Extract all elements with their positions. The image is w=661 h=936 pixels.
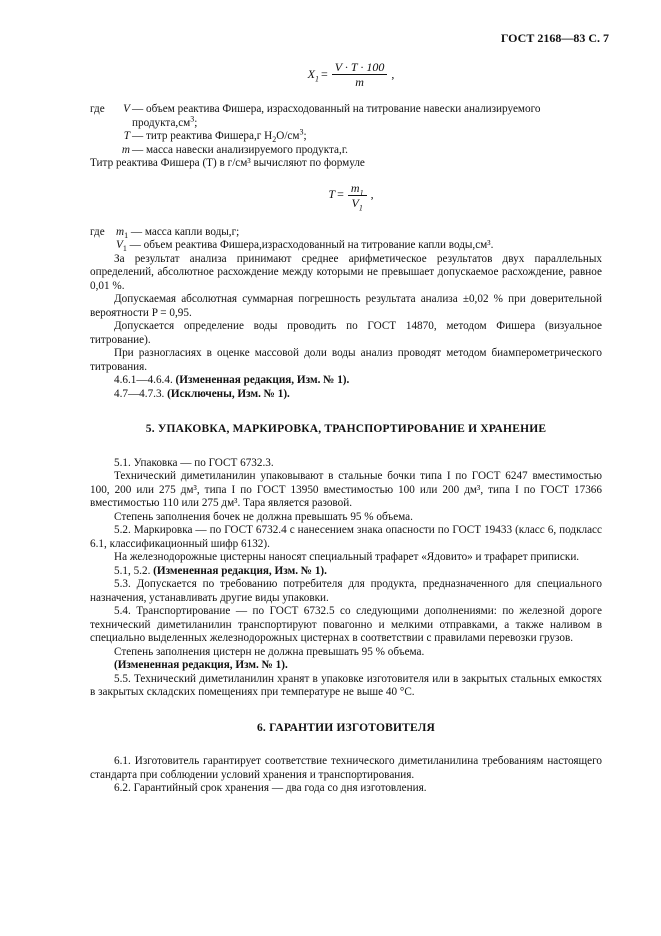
definition-v1: $V_1$ — объем реактива Фишера,израсходованный на титрование капли воды,см³. xyxy=(116,239,494,254)
definition-m: m — масса навески анализируемого продукта,г. xyxy=(121,143,348,156)
paragraph: 5.4. Транспортирование — по ГОСТ 6732.5 со следующими дополнениями: по железной дороге технический диметиланилин транспортируют повагонно и мелкими отправками, а также наливом в специально выделенных железнодорожных цистернах в соответствии с правилами перевозки грузов. xyxy=(90,605,602,644)
formula-t-fraction: $\frac{m_1}{V_1}$ xyxy=(348,181,367,210)
page-content xyxy=(90,60,602,796)
paragraph: Технический диметиланилин упаковывают в стальные бочки типа I по ГОСТ 6247 вместимостью 100, 200 или 275 дм³, типа I по ГОСТ 13950 вместимостью 100 или 200 дм³, типа I по ГОСТ 17366 вместимостью 110 или 275 дм³. Тара является разовой. xyxy=(90,470,602,509)
paragraph: 5.1. Упаковка — по ГОСТ 6732.3. xyxy=(114,456,274,469)
formula-t: T = $\frac{m_1}{V_1}$ , xyxy=(328,180,374,212)
change-note: (Измененная редакция, Изм. № 1). xyxy=(114,659,288,671)
section-6-title: 6. ГАРАНТИИ ИЗГОТОВИТЕЛЯ xyxy=(256,721,436,734)
paragraph: 5.3. Допускается по требованию потребителя для продукта, предназначенного для специального назначения, устанавливать другие виды упаковки. xyxy=(90,578,602,604)
section-5-title: 5. УПАКОВКА, МАРКИРОВКА, ТРАНСПОРТИРОВАНИЕ И ХРАНЕНИЕ xyxy=(145,423,547,435)
paragraph: 6.1. Изготовитель гарантирует соответствие технического диметиланилина требованиям настоящего стандарта при соблюдении условий хранения и транспортирования. xyxy=(90,755,602,781)
paragraph: Допускаемая абсолютная суммарная погрешность результата анализа ±0,02 % при доверительной вероятности P = 0,95. xyxy=(90,293,602,319)
formula-fraction xyxy=(332,60,388,89)
paragraph: 5.5. Технический диметиланилин хранят в упаковке изготовителя или в закрытых стальных емкостях в закрытых складских помещениях при температуре не выше 40 °С. xyxy=(90,672,602,698)
paragraph: 6.2. Гарантийный срок хранения — два года со дня изготовления. xyxy=(114,782,427,794)
paragraph: Степень заполнения цистерн не должна превышать 95 % объема. xyxy=(114,645,425,658)
formula-x1 xyxy=(100,60,602,89)
paragraph: За результат анализа принимают среднее арифметическое результатов двух параллельных определений, абсолютное расхождение между которыми не превышает допускаемое расхождение, равное 0,01 %. xyxy=(90,252,602,292)
paragraph: 5.2. Маркировка — по ГОСТ 6732.4 с нанесением знака опасности по ГОСТ 19433 (класс 6, подкласс 6.1, классификационный шифр 6132). xyxy=(90,524,602,550)
formula-eq: = xyxy=(320,66,328,81)
paragraph: Допускается определение воды проводить по ГОСТ 14870, методом Фишера (визуальное титрование). xyxy=(90,320,602,346)
formula-denominator: m xyxy=(355,75,364,89)
formula-lhs: $X_1$ xyxy=(307,66,319,84)
page-header: ГОСТ 2168—83 С. 7 xyxy=(500,31,609,45)
paragraph: При разногласиях в оценке массовой доли воды анализ проводят методом биамперометрического титрования. xyxy=(90,347,602,373)
paragraph: Степень заполнения бочек не должна превышать 95 % объема. xyxy=(114,510,413,523)
definition-t: T — титр реактива Фишера,г $H_2O/см^3$; xyxy=(123,127,307,145)
definition-m1: где $m_1$ — масса капли воды,г; xyxy=(90,225,240,240)
formula-numerator: V · T · 100 xyxy=(332,60,388,75)
paragraph: На железнодорожные цистерны наносят специальный трафарет «Ядовито» и трафарет приписки. xyxy=(114,551,580,563)
change-note: 4.7—4.7.3. (Исключены, Изм. № 1). xyxy=(114,387,290,400)
change-note: 4.6.1—4.6.4. (Измененная редакция, Изм. № 1). xyxy=(114,374,350,386)
titr-line: Титр реактива Фишера (T) в г/см³ вычисляют по формуле xyxy=(90,157,365,169)
change-note: 5.1, 5.2. (Измененная редакция, Изм. № 1). xyxy=(114,564,327,577)
formula-tail: , xyxy=(391,66,395,81)
definition-v: где V — объем реактива Фишера, израсходованный на титрование навески анализируемого $продукта,см^3$; xyxy=(90,103,541,129)
